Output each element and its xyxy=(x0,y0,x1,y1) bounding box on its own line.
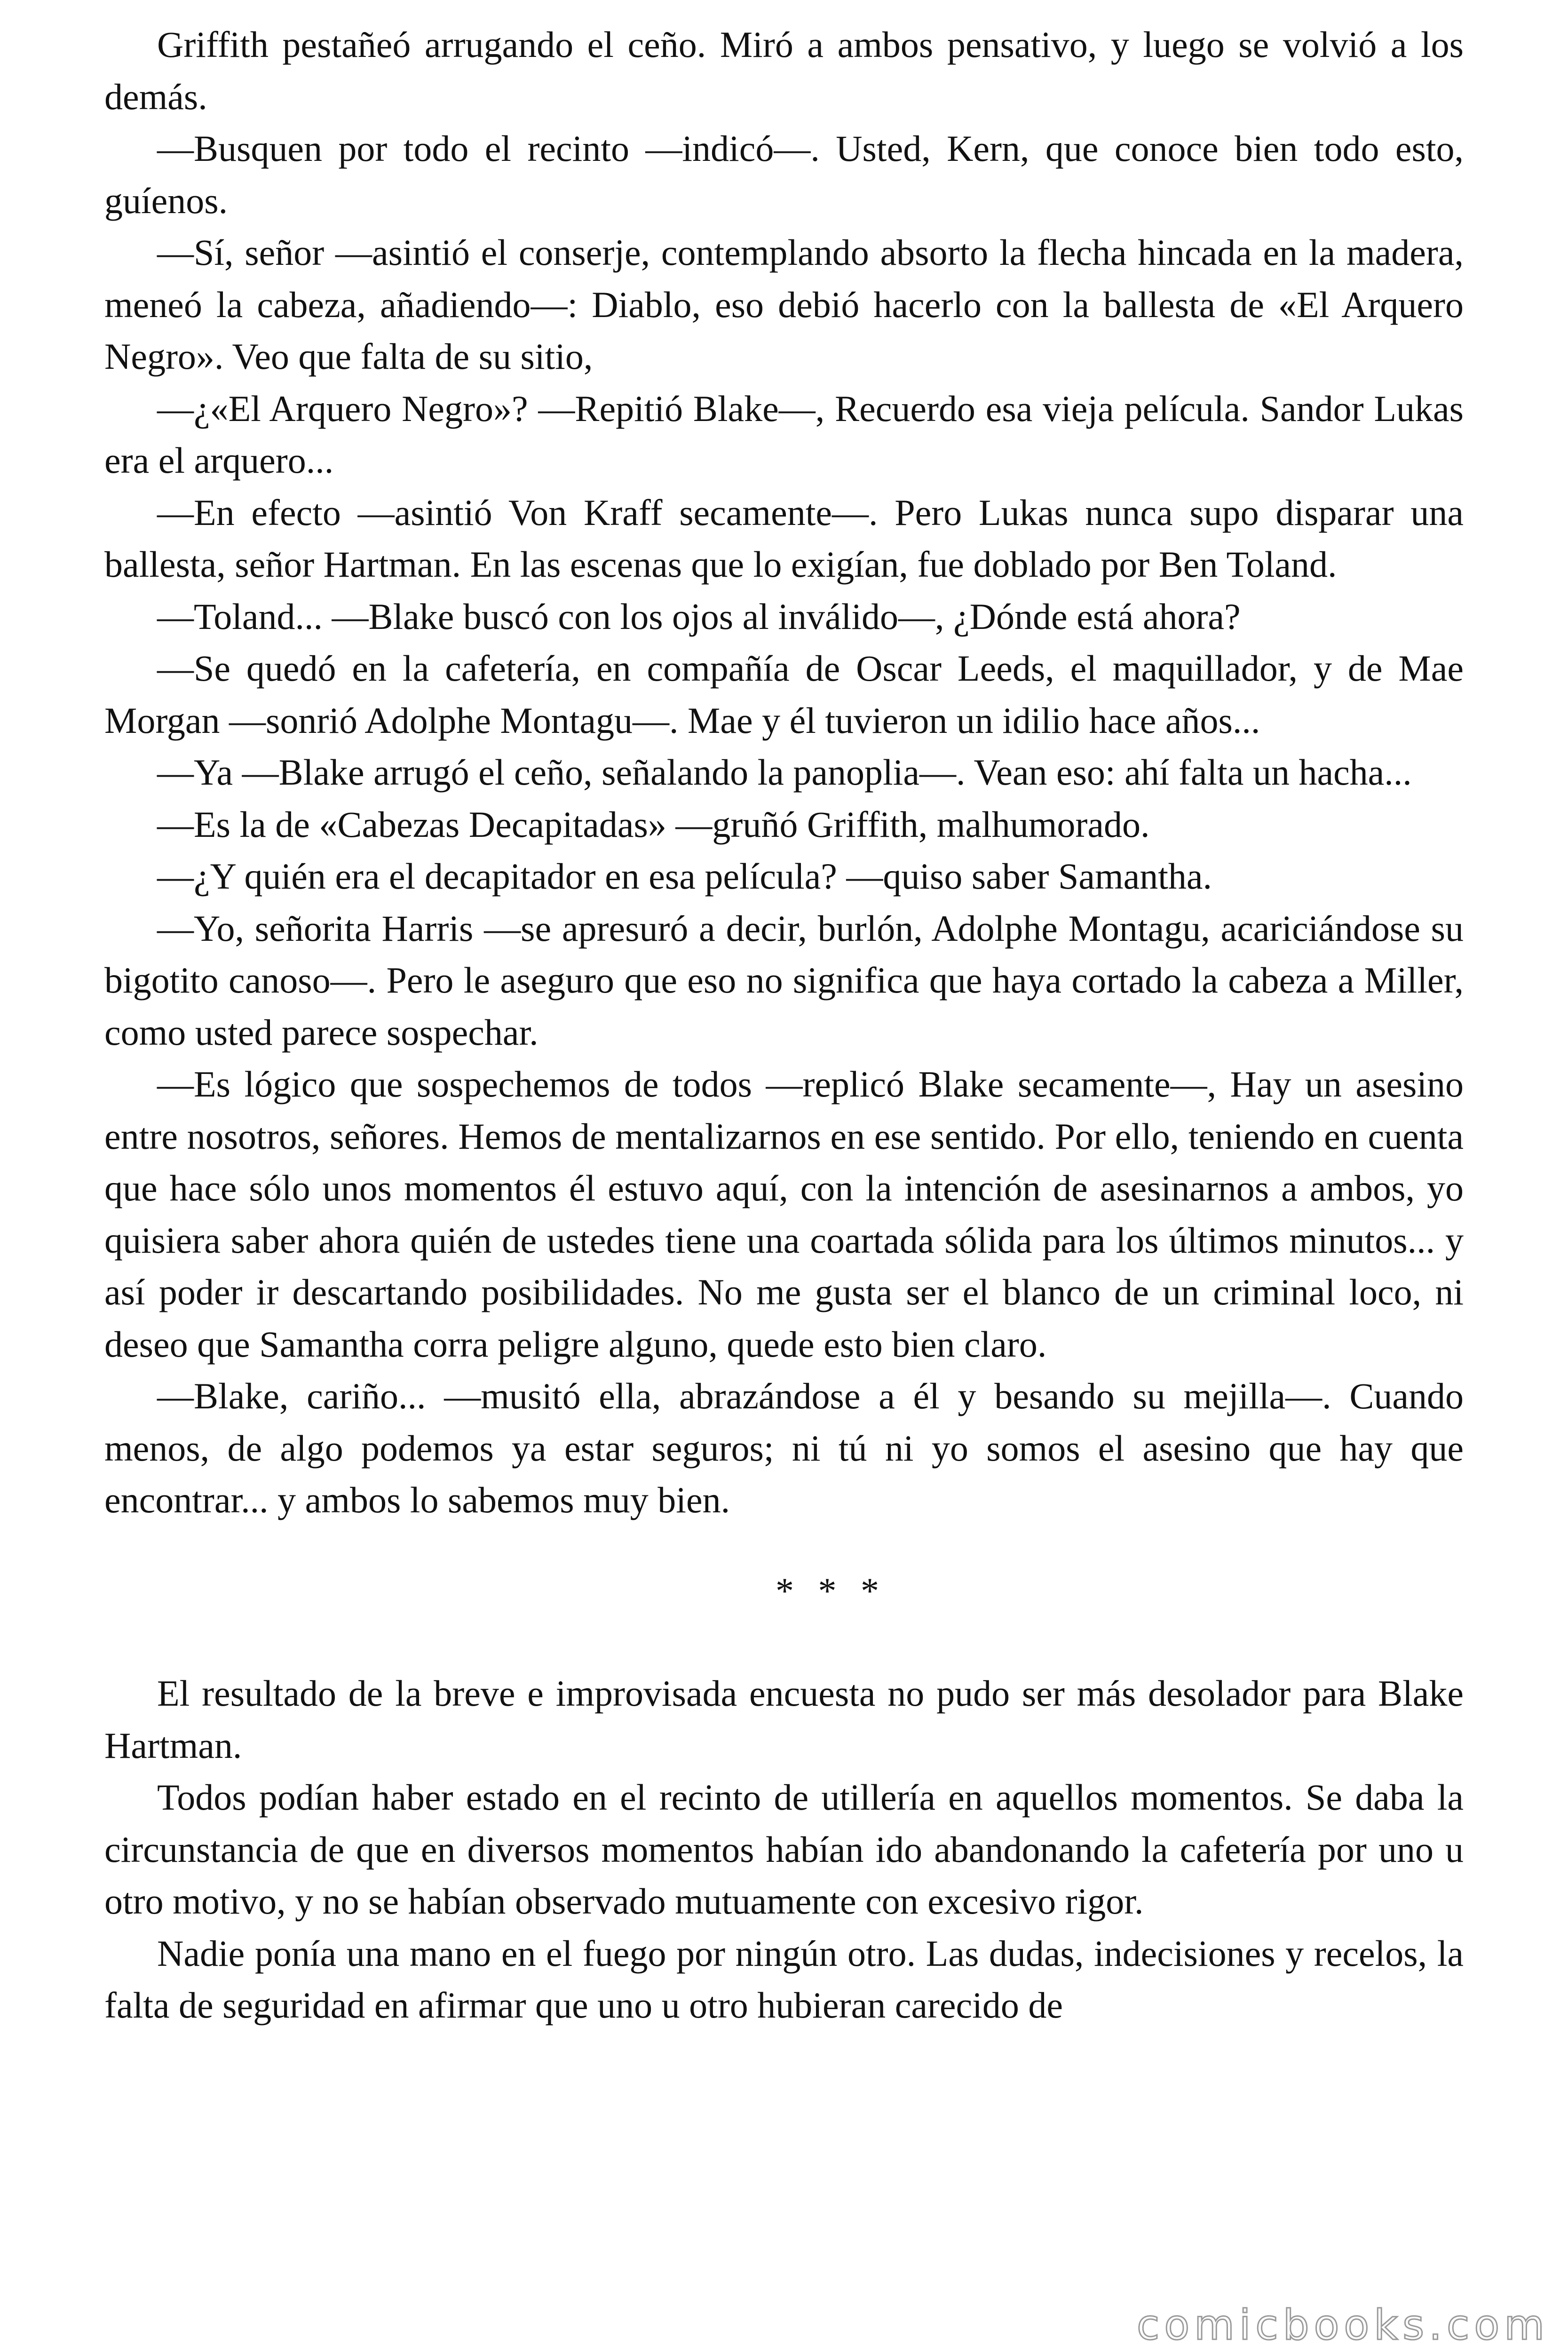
scene-separator: * * * xyxy=(776,1570,887,1611)
book-page xyxy=(104,19,1464,2032)
paragraph: Nadie ponía una mano en el fuego por ningún otro. Las dudas, indecisiones y recelos, la falta de seguridad en afirmar que uno u otro hubieran carecido de xyxy=(104,1932,1464,2026)
paragraph: —Busquen por todo el recinto —indicó—. Usted, Kern, que conoce bien todo esto, guíenos. xyxy=(104,128,1464,221)
paragraph: —Blake, cariño... —musitó ella, abrazándose a él y besando su mejilla—. Cuando menos, de algo podemos ya estar seguros; ni tú ni yo somos el asesino que hay que encontrar... y ambos lo sabemos muy bien. xyxy=(104,1375,1464,1520)
paragraph: —En efecto —asintió Von Kraff secamente—. Pero Lukas nunca supo disparar una ballesta, señor Hartman. En las escenas que lo exigían, fue doblado por Ben Toland. xyxy=(104,492,1464,585)
paragraph: —Es la de «Cabezas Decapitadas» —gruñó Griffith, malhumorado. xyxy=(157,803,1150,845)
paragraph: —Yo, señorita Harris —se apresuró a decir, burlón, Adolphe Montagu, acariciándose su bigotito canoso—. Pero le aseguro que eso no significa que haya cortado la cabeza a Miller, como usted parece sospechar. xyxy=(104,907,1464,1053)
paragraph: —Ya —Blake arrugó el ceño, señalando la panoplia—. Vean eso: ahí falta un hacha... xyxy=(157,752,1412,793)
paragraph: —¿«El Arquero Negro»? —Repitió Blake—, Recuerdo esa vieja película. Sandor Lukas era el arquero... xyxy=(104,388,1464,481)
paragraph: El resultado de la breve e improvisada encuesta no pudo ser más desolador para Blake Hartman. xyxy=(104,1673,1464,1766)
paragraph: Todos podían haber estado en el recinto de utillería en aquellos momentos. Se daba la circunstancia de que en diversos momentos habían ido abandonando la cafetería por uno u otro motivo, y no se habían observado mutuamente con excesivo rigor. xyxy=(104,1777,1464,1922)
paragraph: —Es lógico que sospechemos de todos —replicó Blake secamente—, Hay un asesino entre nosotros, señores. Hemos de mentalizarnos en ese sentido. Por ello, teniendo en cuenta que hace sólo unos momentos él estuvo aquí, con la intención de asesinarnos a ambos, yo quisiera saber ahora quién de ustedes tiene una coartada sólida para los últimos minutos... y así poder ir descartando posibilidades. No me gusta ser el blanco de un criminal loco, ni deseo que Samantha corra peligre alguno, quede esto bien claro. xyxy=(104,1064,1464,1365)
paragraph: —Sí, señor —asintió el conserje, contemplando absorto la flecha hincada en la madera, meneó la cabeza, añadiendo—: Diablo, eso debió hacerlo con la ballesta de «El Arquero Negro». Veo que falta de su sitio, xyxy=(104,232,1464,377)
paragraph: Griffith pestañeó arrugando el ceño. Miró a ambos pensativo, y luego se volvió a los demás. xyxy=(104,24,1464,117)
paragraph: —Se quedó en la cafetería, en compañía de Oscar Leeds, el maquillador, y de Mae Morgan —sonrió Adolphe Montagu—. Mae y él tuvieron un idilio hace años... xyxy=(104,648,1464,741)
paragraph: —¿Y quién era el decapitador en esa película? —quiso saber Samantha. xyxy=(157,856,1212,897)
paragraph: —Toland... —Blake buscó con los ojos al inválido—, ¿Dónde está ahora? xyxy=(157,596,1241,637)
watermark-logo: comicbooks.com xyxy=(1136,2301,1549,2349)
